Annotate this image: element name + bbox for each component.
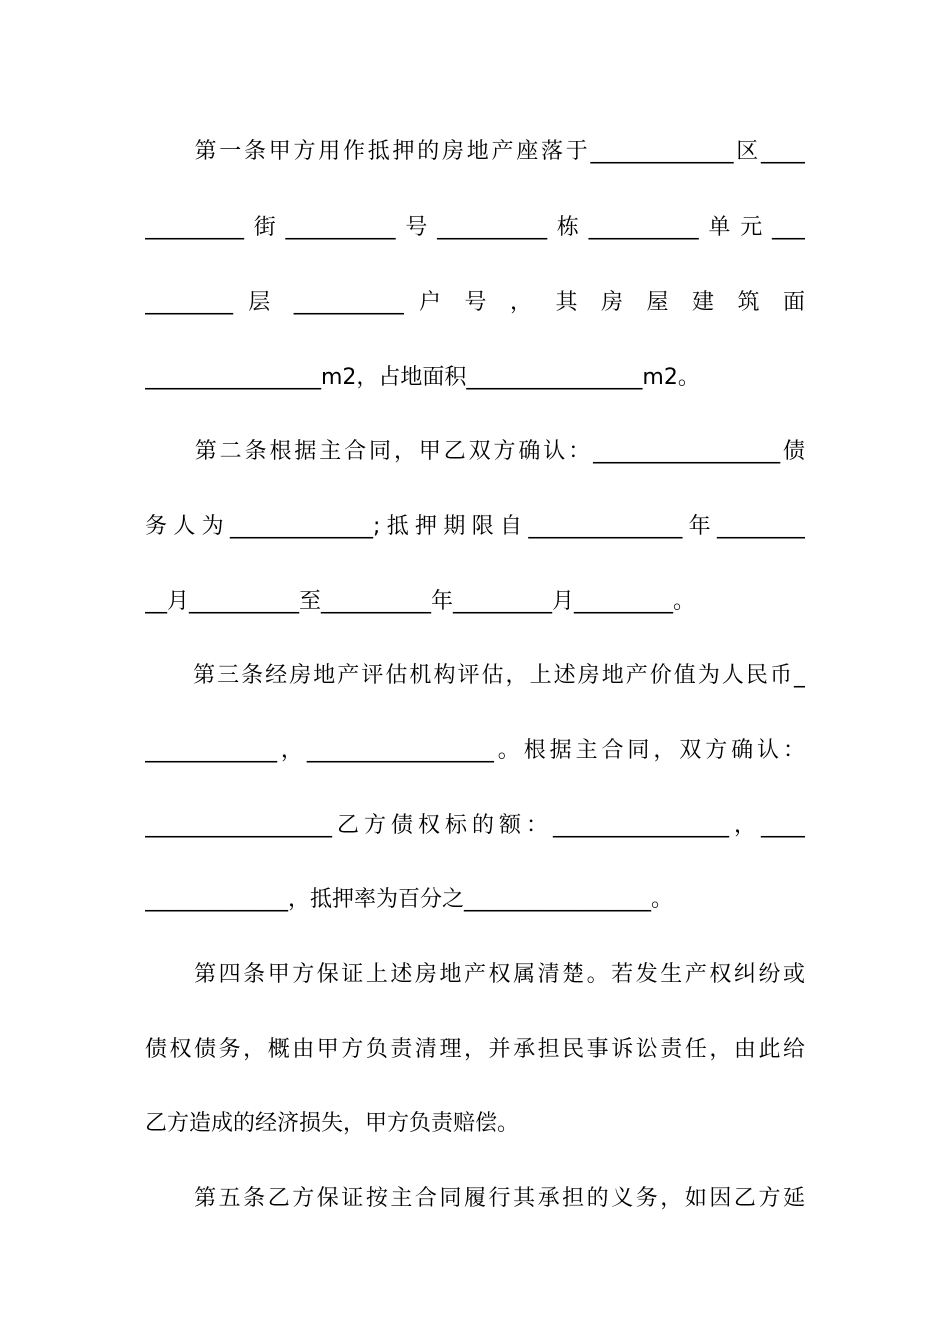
clause-4-line-3: 乙方造成的经济损失，甲方负责赔偿。 <box>145 1111 520 1136</box>
clause-5-line-1: 第五条乙方保证按主合同履行其承担的义务，如因乙方延 <box>145 1186 805 1211</box>
clause-3-line-2: ____________，_________________。根据主合同，双方确认： <box>145 738 805 763</box>
clause-2-line-2: 务人为_____________;抵押期限自______________年________ <box>145 514 805 539</box>
clause-1-line-4: ________________m2，占地面积________________m2。 <box>145 365 700 390</box>
clause-3-line-4: _____________，抵押率为百分之_________________。 <box>145 887 674 912</box>
clause-1-line-1: 第一条甲方用作抵押的房地产座落于_____________区____ <box>145 139 805 164</box>
clause-2-line-3: __月__________至__________年_________月_________。 <box>145 589 696 614</box>
clause-1-line-3: ________ 层 __________ 户 号 ， 其 房 屋 建 筑 面 <box>145 290 805 315</box>
clause-4-line-2: 债权债务，概由甲方负责清理，并承担民事诉讼责任，由此给 <box>145 1037 805 1062</box>
clause-3-line-3: _________________乙方债权标的额：________________，____ <box>145 813 805 838</box>
clause-1-line-2: _________街__________号__________栋__________单元___ <box>145 215 805 240</box>
clause-3-line-1: 第三条经房地产评估机构评估，上述房地产价值为人民币_ <box>145 663 805 688</box>
clause-2-line-1: 第二条根据主合同，甲乙双方确认：_________________债 <box>145 439 805 464</box>
clause-4-line-1: 第四条甲方保证上述房地产权属清楚。若发生产权纠纷或 <box>145 962 805 987</box>
